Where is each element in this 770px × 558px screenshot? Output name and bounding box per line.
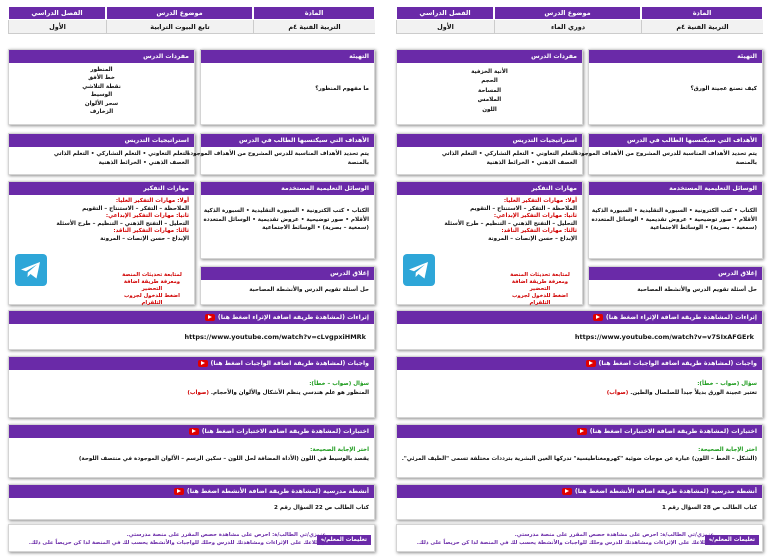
- youtube-icon[interactable]: [205, 314, 215, 321]
- youtube-icon[interactable]: [593, 314, 603, 321]
- activities-title[interactable]: أنشطة مدرسية (لمشاهدة طريقة اضافة الأنشطة اضغط هنا): [397, 485, 762, 498]
- vocab-title: مفردات الدرس: [9, 50, 194, 63]
- notes-line: عزيزي/تي الطالب/ة: احرص على مشاهدة حصص المقرر على منصة مدرستي.: [514, 532, 714, 538]
- thinking-line: التحليل – التفتح الذهني – التنظيم – طرح الأسئلة: [56, 220, 189, 227]
- youtube-icon[interactable]: [577, 428, 587, 435]
- vocab-item: الزخارف: [89, 109, 114, 116]
- semester-value: الأول: [8, 20, 106, 33]
- semester-value: الأول: [396, 20, 494, 33]
- lesson-page-left: [8, 6, 375, 552]
- objectives-title: الأهداف التي سيكتسبها الطالب في الدرس: [201, 134, 374, 147]
- homework-block: [8, 356, 375, 418]
- header-values: [8, 20, 375, 34]
- test-question: يقصد بالوسيط في اللون (الأداة المضافة لحل اللون – سكين الرسم – الألوان الموجودة في منتصف اللوحة): [78, 455, 369, 462]
- warmup-block: [588, 49, 763, 125]
- vocab-block: [8, 49, 195, 125]
- thinking-line: ثانيا: مهارات التفكير الإبداعي:: [105, 213, 189, 220]
- media-title: الوسائل التعليمية المستخدمة: [201, 182, 374, 195]
- strategies-block: [396, 133, 583, 175]
- closing-title: إغلاق الدرس: [589, 267, 762, 280]
- warmup-text: كيف نصنع عجينة الورق؟: [690, 86, 757, 92]
- test-prompt: اختر الإجابة الصحيحة:: [310, 447, 369, 453]
- thinking-block: [396, 181, 583, 305]
- youtube-icon[interactable]: [562, 488, 572, 495]
- objectives-block: [574, 133, 763, 175]
- thinking-line: الإبداع – حسن الإنصات – المرونة: [488, 235, 577, 242]
- warmup-title: التهيئة: [201, 50, 374, 63]
- topic-label: موضوع الدرس: [106, 6, 253, 20]
- promo-line: لمتابعة تحديثات المنصة: [122, 272, 182, 278]
- objectives-line: يتم تحديد الأهداف المناسبة للدرس المشروح من الأهداف الموجودة: [574, 151, 757, 157]
- vocab-item: الوسيط: [90, 92, 113, 99]
- enrich-link[interactable]: https://www.youtube.com/watch?v=v7SIxAFGErk: [574, 333, 754, 341]
- promo-line: ومعرفة طريقة اضافة التحضير: [511, 279, 569, 292]
- test-question: (الشكل – الخط – اللون) عبارة عن موجات ضوئية "كهرومغناطيسية" تدركها العين البشرية بترددات مختلفة تسمى "الطيف المرئي".: [401, 455, 757, 462]
- homework-block: [396, 356, 763, 418]
- notes-line: واطلاعك على الإثراءات ومشاهدتك للدرس وحلك للواجبات والأنشطة يحسب لك في المنصة لذا كن حريصاً على ذلك.: [416, 540, 714, 546]
- telegram-icon[interactable]: [403, 254, 435, 286]
- tests-title[interactable]: اختبارات (لمشاهدة طريقة اضافة الاختبارات اضغط هنا): [397, 425, 762, 438]
- media-line: (سمعية – بصرية) • الوسائط الاجتماعية: [650, 225, 757, 232]
- objectives-line: بالمنصة: [347, 159, 369, 166]
- closing-block: [200, 266, 375, 305]
- thinking-title: مهارات التفكير: [397, 182, 582, 195]
- strategies-line: التعلم التعاوني • التعلم التشاركي • التعلم الذاتي: [441, 151, 577, 157]
- homework-answer: (صواب): [187, 389, 209, 396]
- vocab-item: اللون: [482, 106, 497, 113]
- objectives-title: الأهداف التي سيكتسبها الطالب في الدرس: [589, 134, 762, 147]
- header-labels: [396, 6, 763, 20]
- objectives-line: يتم تحديد الأهداف المناسبة للدرس المشروح من الأهداف الموجودة: [186, 151, 369, 157]
- notes-line: واطلاعك على الإثراءات ومشاهدتك للدرس وحلك للواجبات والأنشطة يحسب لك في المنصة لذا كن حريصاً على ذلك.: [28, 540, 326, 546]
- telegram-promo[interactable]: [397, 252, 582, 304]
- homework-prompt: سؤال (صواب – خطأ):: [697, 381, 757, 387]
- youtube-icon[interactable]: [198, 360, 208, 367]
- objectives-line: بالمنصة: [735, 159, 757, 166]
- subject-label: المادة: [641, 6, 763, 20]
- tests-block: [8, 424, 375, 478]
- youtube-icon[interactable]: [174, 488, 184, 495]
- thinking-line: أولا: مهارات التفكير العليا:: [115, 198, 189, 204]
- topic-label: موضوع الدرس: [494, 6, 641, 20]
- vocab-item: الملامس: [477, 97, 502, 104]
- homework-prompt: سؤال (صواب – خطأ):: [309, 381, 369, 387]
- media-title: الوسائل التعليمية المستخدمة: [589, 182, 762, 195]
- warmup-text: ما مفهوم المنظور؟: [315, 86, 369, 92]
- promo-line: لمتابعة تحديثات المنصة: [510, 272, 570, 278]
- media-line: (سمعية – بصرية) • الوسائط الاجتماعية: [262, 225, 369, 232]
- media-line: الكتاب • كتب الكترونية • السبورة التقليدية • السبورة الذكية: [591, 208, 757, 214]
- activity-text: كتاب الطالب ص 22 السؤال رقم 2: [273, 505, 369, 511]
- notes-line: عزيزي/تي الطالب/ة: احرص على مشاهدة حصص المقرر على منصة مدرستي.: [126, 532, 326, 538]
- activities-block: [8, 484, 375, 520]
- strategies-line: التعلم التعاوني • التعلم التشاركي • التعلم الذاتي: [53, 151, 189, 157]
- vocab-item: المساحة: [478, 87, 501, 94]
- strategies-line: العصف الذهني • الخرائط الذهنية: [98, 159, 189, 166]
- closing-text: حل أسئلة تقويم الدرس والأنشطة المصاحبة: [249, 287, 369, 293]
- warmup-block: [200, 49, 375, 125]
- homework-title[interactable]: واجبات (لمشاهدة طريقة اضافة الواجبات اضغط هنا): [9, 357, 374, 370]
- enrich-title[interactable]: إثراءات (لمشاهدة طريقة اضافة الإثراء اضغط هنا): [397, 311, 762, 324]
- closing-block: [588, 266, 763, 305]
- subject-label: المادة: [253, 6, 375, 20]
- vocab-item: نقطة التلاشي: [82, 83, 121, 90]
- semester-label: الفصل الدراسي: [8, 6, 106, 20]
- closing-text: حل أسئلة تقويم الدرس والأنشطة المصاحبة: [637, 287, 757, 293]
- activities-title[interactable]: أنشطة مدرسية (لمشاهدة طريقة اضافة الأنشطة اضغط هنا): [9, 485, 374, 498]
- strategies-title: استراتيجيات التدريس: [9, 134, 194, 147]
- closing-title: إغلاق الدرس: [201, 267, 374, 280]
- promo-line: اضغط للدخول لجروب التلقرام: [124, 293, 180, 306]
- semester-label: الفصل الدراسي: [396, 6, 494, 20]
- strategies-line: العصف الذهني • الخرائط الذهنية: [486, 159, 577, 166]
- youtube-icon[interactable]: [189, 428, 199, 435]
- vocab-item: الحجم: [481, 78, 498, 85]
- vocab-title: مفردات الدرس: [397, 50, 582, 63]
- vocab-item: المنظور: [90, 67, 113, 73]
- thinking-line: أولا: مهارات التفكير العليا:: [503, 198, 577, 204]
- objectives-block: [186, 133, 375, 175]
- telegram-promo[interactable]: [9, 252, 194, 304]
- tests-block: [396, 424, 763, 478]
- thinking-line: الملاحظة – التفكر – الاستنتاج – التقويم: [82, 205, 189, 212]
- teacher-notes-block: [396, 524, 763, 552]
- tests-title[interactable]: اختبارات (لمشاهدة طريقة اضافة الاختبارات اضغط هنا): [9, 425, 374, 438]
- enrich-title[interactable]: إثراءات (لمشاهدة طريقة اضافة الإثراء اضغط هنا): [9, 311, 374, 324]
- teacher-notes-tag: تعليمات المعلم/ة: [317, 535, 371, 545]
- activity-text: كتاب الطالب ص 28 السؤال رقم 1: [661, 505, 757, 511]
- warmup-title: التهيئة: [589, 50, 762, 63]
- enrich-link[interactable]: https://www.youtube.com/watch?v=cLvgpxiHMRk: [184, 333, 366, 341]
- telegram-icon[interactable]: [15, 254, 47, 286]
- activities-block: [396, 484, 763, 520]
- vocab-item: سحر الألوان: [84, 100, 119, 107]
- homework-answer: (صواب): [606, 389, 629, 396]
- thinking-line: ثانيا: مهارات التفكير الإبداعي:: [493, 213, 577, 220]
- media-block: [200, 181, 375, 259]
- teacher-notes-tag: تعليمات المعلم/ة: [705, 535, 759, 545]
- topic-value: تابع البيوت الترابية: [106, 20, 253, 33]
- vocab-block: [396, 49, 583, 125]
- subject-value: التربية الفنية ٤م: [253, 20, 375, 33]
- thinking-line: الملاحظة – التفكر – الاستنتاج – التقويم: [470, 205, 577, 212]
- header-labels: [8, 6, 375, 20]
- vocab-item: الأنية الخزفية: [471, 69, 508, 75]
- promo-line: ومعرفة طريقة اضافة التحضير: [123, 279, 181, 292]
- teacher-notes-block: [8, 524, 375, 552]
- thinking-title: مهارات التفكير: [9, 182, 194, 195]
- media-line: الكتاب • كتب الكترونية • السبورة التقليدية • السبورة الذكية: [203, 208, 369, 214]
- thinking-line: الإبداع – حسن الإنصات – المرونة: [100, 235, 189, 242]
- subject-value: التربية الفنية ٤م: [641, 20, 763, 33]
- vocab-item: خط الأفق: [88, 75, 115, 82]
- enrich-block: [396, 310, 763, 350]
- thinking-line: ثالثا: مهارات التفكير الناقد:: [113, 228, 189, 235]
- homework-title[interactable]: واجبات (لمشاهدة طريقة اضافة الواجبات اضغط هنا): [397, 357, 762, 370]
- media-block: [588, 181, 763, 259]
- topic-value: دوري الماء: [494, 20, 641, 33]
- media-line: الأقلام • صور توضيحية • عروض تقديمية • الوسائل المتعددة: [203, 216, 369, 223]
- test-prompt: اختر الإجابة الصحيحة:: [698, 447, 757, 453]
- media-line: الأقلام • صور توضيحية • عروض تقديمية • الوسائل المتعددة: [591, 216, 757, 223]
- homework-question: المنظور هو علم هندسي ينظم الأشكال والألوان والأحجام.: [210, 389, 369, 396]
- youtube-icon[interactable]: [586, 360, 596, 367]
- thinking-line: ثالثا: مهارات التفكير الناقد:: [501, 228, 577, 235]
- strategies-title: استراتيجيات التدريس: [397, 134, 582, 147]
- thinking-block: [8, 181, 195, 305]
- homework-question: تعتبر عجينة الورق بديلاً جيداً للصلصال والطين.: [630, 389, 757, 396]
- header-values: [396, 20, 763, 34]
- strategies-block: [8, 133, 195, 175]
- enrich-block: [8, 310, 375, 350]
- thinking-line: التحليل – التفتح الذهني – التنظيم – طرح الأسئلة: [444, 220, 577, 227]
- promo-line: اضغط للدخول لجروب التلقرام: [512, 293, 568, 306]
- lesson-page-right: [396, 6, 763, 552]
